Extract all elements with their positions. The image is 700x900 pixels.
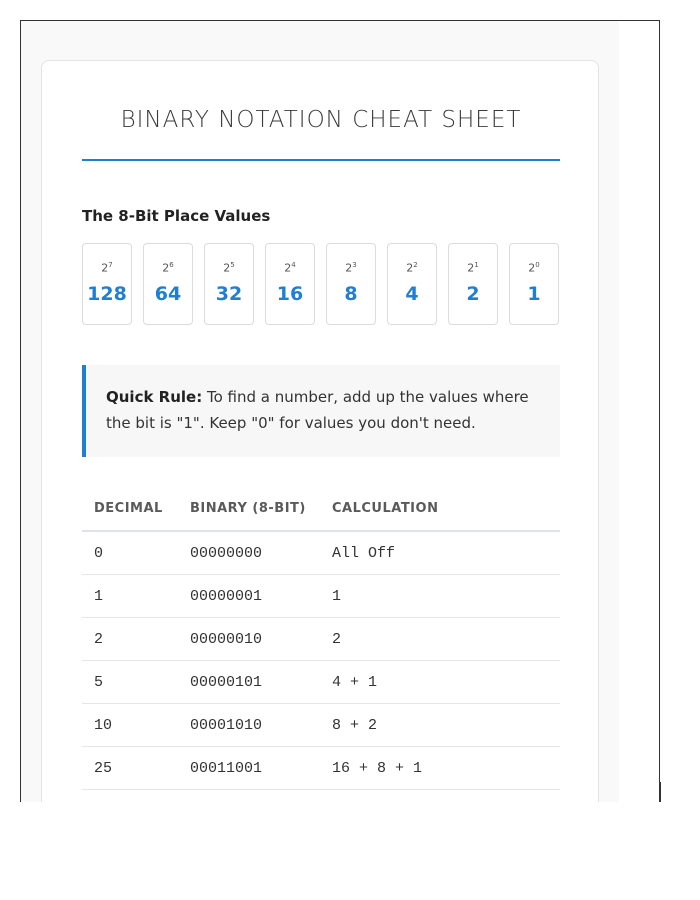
title-divider — [82, 159, 560, 161]
place-value-box — [387, 243, 437, 325]
table-row — [82, 661, 560, 704]
quick-rule-label: Quick Rule: — [106, 388, 203, 406]
place-value-power: $2^5$ — [223, 261, 235, 275]
cell-calculation: 2 — [332, 631, 342, 648]
quick-rule-text: To find a number, add up the values where the bit is "1". Keep "0" for values you don't need. — [106, 388, 529, 432]
place-value-power: $2^7$ — [101, 261, 113, 275]
cheat-sheet-card — [41, 60, 599, 820]
cell-binary: 00000101 — [190, 674, 263, 691]
cell-decimal: 1 — [94, 588, 104, 605]
place-value-power: $2^6$ — [162, 261, 174, 275]
place-value-number: 16 — [276, 283, 304, 305]
place-value-power: $2^4$ — [284, 261, 296, 275]
place-value-number: 2 — [466, 283, 480, 305]
place-value-box — [448, 243, 498, 325]
place-value-box — [143, 243, 193, 325]
place-value-number: 128 — [87, 283, 127, 305]
place-values-row — [82, 243, 560, 325]
place-value-power: $2^2$ — [406, 261, 418, 275]
cell-calculation: 1 — [332, 588, 342, 605]
place-value-power: $2^1$ — [467, 261, 479, 275]
place-value-number: 32 — [215, 283, 243, 305]
cell-decimal: 5 — [94, 674, 104, 691]
place-value-number: 4 — [405, 283, 419, 305]
frame-left-edge — [20, 782, 21, 802]
table-row — [82, 747, 560, 790]
table-row — [82, 532, 560, 575]
cell-decimal: 0 — [94, 545, 104, 562]
place-value-number: 8 — [344, 283, 358, 305]
cell-binary: 00000010 — [190, 631, 263, 648]
place-values-heading: The 8-Bit Place Values — [82, 207, 271, 225]
cell-binary: 00001010 — [190, 717, 263, 734]
cell-decimal: 10 — [94, 717, 113, 734]
place-value-power: $2^0$ — [528, 261, 540, 275]
cell-decimal: 25 — [94, 760, 113, 777]
cell-binary: 00011001 — [190, 760, 263, 777]
place-value-box — [326, 243, 376, 325]
page-bottom-blank — [0, 802, 700, 900]
cell-decimal: 2 — [94, 631, 104, 648]
column-header-calculation: CALCULATION — [332, 501, 439, 516]
place-value-box — [204, 243, 254, 325]
cell-calculation: 4 + 1 — [332, 674, 378, 691]
table-row — [82, 575, 560, 618]
place-value-box — [82, 243, 132, 325]
page-title: BINARY NOTATION CHEAT SHEET — [120, 107, 522, 133]
frame-right-edge — [660, 782, 661, 802]
cell-binary: 00000001 — [190, 588, 263, 605]
place-value-power: $2^3$ — [345, 261, 357, 275]
column-header-decimal: DECIMAL — [94, 501, 163, 516]
column-header-binary: BINARY (8-BIT) — [190, 501, 306, 516]
table-row — [82, 704, 560, 747]
place-value-number: 64 — [154, 283, 182, 305]
table-row — [82, 618, 560, 661]
place-value-box — [265, 243, 315, 325]
cell-binary: 00000000 — [190, 545, 263, 562]
place-value-number: 1 — [527, 283, 541, 305]
place-value-box — [509, 243, 559, 325]
cell-calculation: 16 + 8 + 1 — [332, 760, 423, 777]
quick-rule-callout — [82, 365, 560, 457]
cell-calculation: All Off — [332, 545, 396, 562]
cell-calculation: 8 + 2 — [332, 717, 378, 734]
